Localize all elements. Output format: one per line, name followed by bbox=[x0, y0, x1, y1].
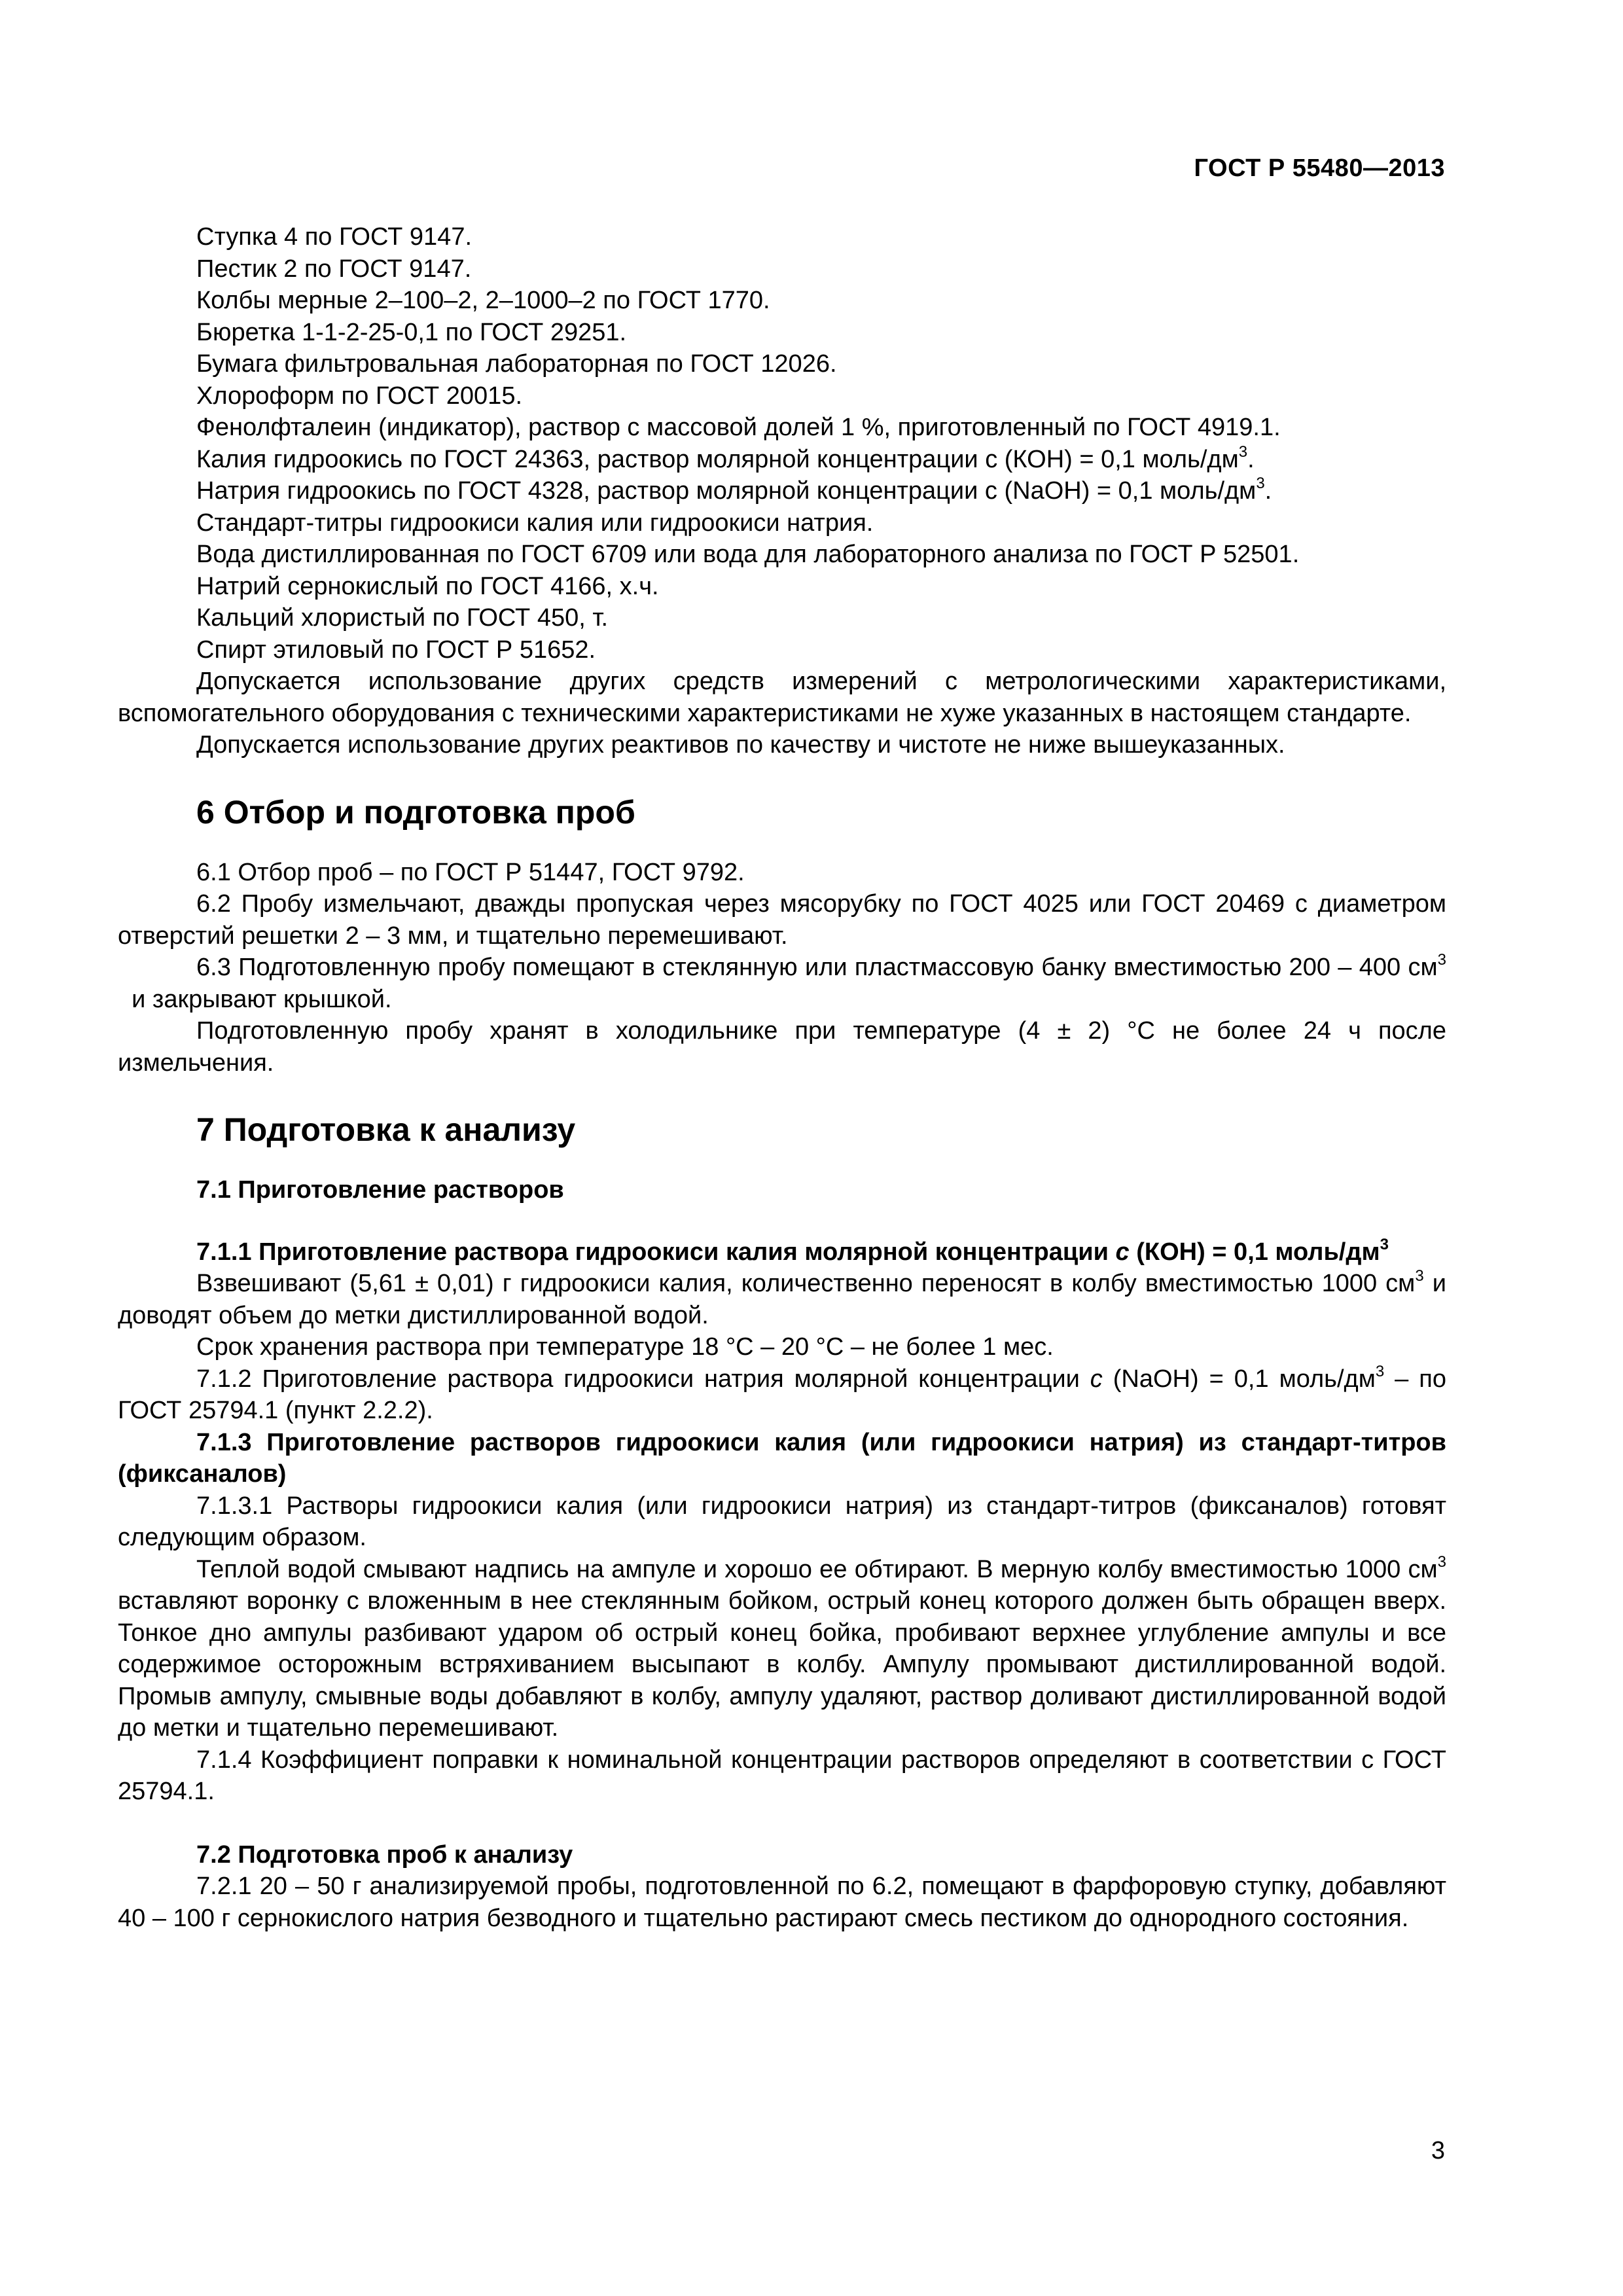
paragraph-6-1: 6.1 Отбор проб – по ГОСТ Р 51447, ГОСТ 9792. bbox=[196, 858, 745, 886]
equipment-item: Стандарт-титры гидроокиси калия или гидроокиси натрия. bbox=[196, 509, 874, 537]
equipment-item-koh: Калия гидроокись по ГОСТ 24363, раствор молярной концентрации с (КОН) = 0,1 моль/$дм^3$. bbox=[196, 442, 1255, 473]
allowance-paragraph: Допускается использование других средств измерений с метрологическими характеристиками, вспомогательного оборудования с техническими характеристиками не хуже указанных в настоящем стандарте. bbox=[118, 668, 1446, 727]
subsection-7-1-heading: 7.1 Приготовление растворов bbox=[196, 1176, 564, 1204]
equipment-item: Фенолфталеин (индикатор), раствор с массовой долей 1 %, приготовленный по ГОСТ 4919.1. bbox=[196, 414, 1281, 441]
section-7-heading: 7 Подготовка к анализу bbox=[196, 1111, 576, 1148]
paragraph-7-1-4: 7.1.4 Коэффициент поправки к номинальной концентрации растворов определяют в соответствии с ГОСТ 25794.1. bbox=[118, 1746, 1446, 1805]
equipment-item: Бюретка 1-1-2-25-0,1 по ГОСТ 29251. bbox=[196, 318, 627, 346]
paragraph-7-1-2: 7.1.2 Приготовление раствора гидроокиси натрия молярной концентрации с (NaOH) = 0,1 моль/$дм^3$ – по ГОСТ 25794.1 (пункт 2.2.2). bbox=[118, 1362, 1446, 1424]
equipment-item: Пестик 2 по ГОСТ 9147. bbox=[196, 255, 472, 283]
equipment-item: Колбы мерные 2–100–2, 2–1000–2 по ГОСТ 1770. bbox=[196, 287, 770, 314]
paragraph-6-storage: Подготовленную пробу хранят в холодильнике при температуре (4 ± 2) °С не более 24 ч после измельчения. bbox=[118, 1017, 1446, 1077]
subsection-7-1-1-heading: 7.1.1 Приготовление раствора гидроокиси калия молярной концентрации с (КОН) = 0,1 моль/$дм^3$ bbox=[196, 1235, 1389, 1266]
paragraph-7-1-3-1-procedure: Теплой водой смывают надпись на ампуле и хорошо ее обтирают. В мерную колбу вместимостью 1000 $см^3$ вставляют воронку с вложенным в нее стеклянным бойком, острый конец которого должен быть обращен вверх. Тонкое дно ампулы разбивают ударом об острый конец бойка, пробивают верхнее углубление ампулы и все содержимое осторожным встряхиванием высыпают в колбу. Ампулу промывают дистиллированной водой. Промыв ампулу, смывные воды добавляют в колбу, ампулу удаляют, раствор доливают дистиллированной водой до метки и тщательно перемешивают. bbox=[118, 1552, 1446, 1742]
equipment-item: Натрий сернокислый по ГОСТ 4166, х.ч. bbox=[196, 572, 659, 600]
document-body bbox=[118, 221, 1446, 1934]
paragraph-6-2: 6.2 Пробу измельчают, дважды пропуская через мясорубку по ГОСТ 4025 или ГОСТ 20469 с диаметром отверстий решетки 2 – 3 мм, и тщательно перемешивают. bbox=[118, 890, 1446, 950]
paragraph-7-1-3-1: 7.1.3.1 Растворы гидроокиси калия (или гидроокиси натрия) из стандарт-титров (фиксаналов) готовят следующим образом. bbox=[118, 1492, 1446, 1551]
equipment-item: Хлороформ по ГОСТ 20015. bbox=[196, 382, 523, 410]
subsection-7-2-heading: 7.2 Подготовка проб к анализу bbox=[196, 1840, 573, 1869]
document-header: ГОСТ Р 55480—2013 bbox=[1194, 154, 1445, 182]
equipment-item: Спирт этиловый по ГОСТ Р 51652. bbox=[196, 636, 596, 664]
paragraph-6-3: 6.3 Подготовленную пробу помещают в стеклянную или пластмассовую банку вместимостью 200 – 400 $см^3$ и закрывают крышкой. bbox=[118, 951, 1446, 1013]
equipment-item: Кальций хлористый по ГОСТ 450, т. bbox=[196, 604, 609, 632]
equipment-item: Ступка 4 по ГОСТ 9147. bbox=[196, 223, 473, 251]
paragraph-7-1-1-storage: Срок хранения раствора при температуре 18 °С – 20 °С – не более 1 мес. bbox=[196, 1333, 1054, 1361]
paragraph-7-1-1-weigh: Взвешивают (5,61 ± 0,01) г гидроокиси калия, количественно переносят в колбу вместимостью 1000 $см^3$ и доводят объем до метки дистиллированной водой. bbox=[118, 1267, 1446, 1329]
paragraph-7-2-1: 7.2.1 20 – 50 г анализируемой пробы, подготовленной по 6.2, помещают в фарфоровую ступку, добавляют 40 – 100 г сернокислого натрия безводного и тщательно растирают смесь пестиком до однородного состояния. bbox=[118, 1873, 1446, 1932]
equipment-item-naoh: Натрия гидроокись по ГОСТ 4328, раствор молярной концентрации с (NaOH) = 0,1 моль/$дм^3$. bbox=[196, 475, 1272, 505]
subsection-7-1-3-heading: 7.1.3 Приготовление растворов гидроокиси калия (или гидроокиси натрия) из стандарт-титров (фиксаналов) bbox=[118, 1428, 1446, 1488]
section-6-heading: 6 Отбор и подготовка проб bbox=[196, 793, 635, 831]
allowance-paragraph: Допускается использование других реактивов по качеству и чистоте не ниже вышеуказанных. bbox=[196, 731, 1285, 759]
equipment-item: Вода дистиллированная по ГОСТ 6709 или вода для лабораторного анализа по ГОСТ Р 52501. bbox=[196, 541, 1300, 568]
equipment-item: Бумага фильтровальная лабораторная по ГОСТ 12026. bbox=[196, 350, 837, 378]
page-number: 3 bbox=[1431, 2137, 1445, 2164]
